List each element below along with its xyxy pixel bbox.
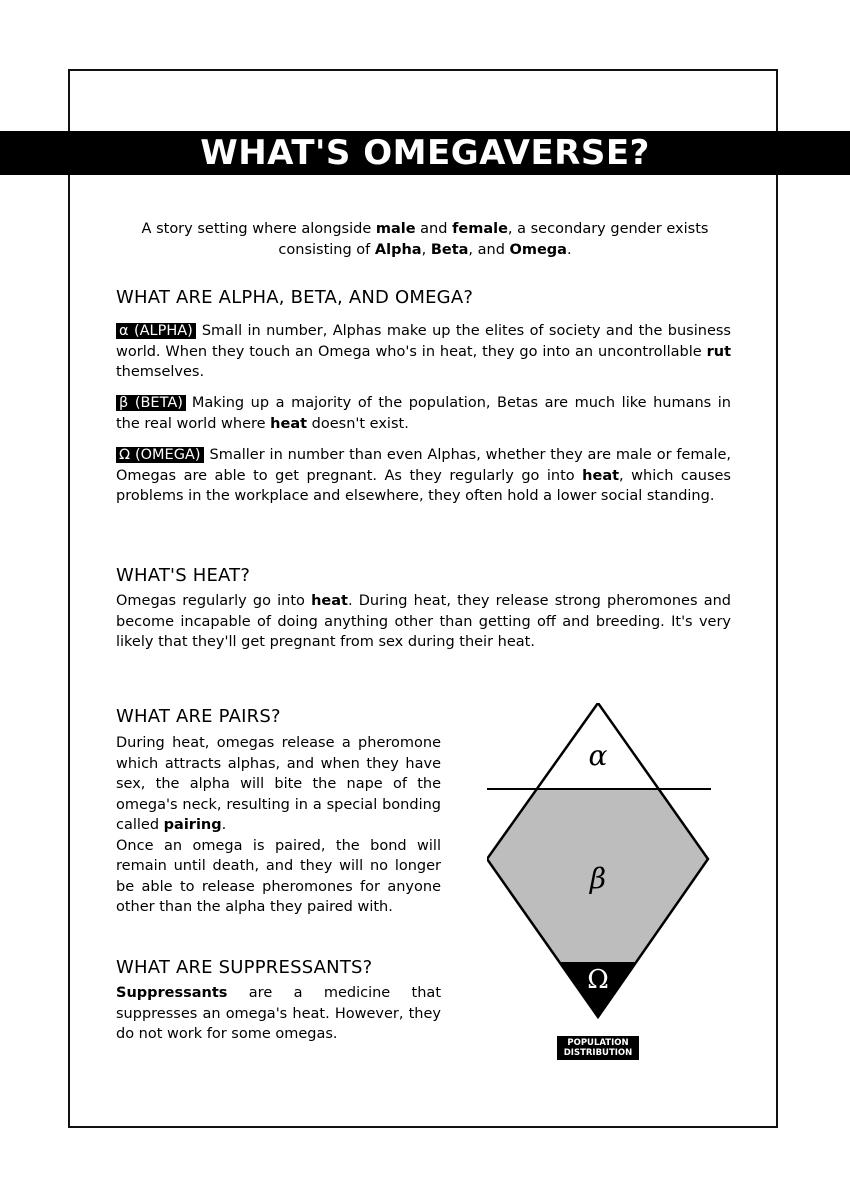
beta-paragraph (116, 393, 731, 434)
intro-bold-male: male (375, 220, 416, 237)
alpha-text: Small in number, Alphas make up the elites of society and the business world. When they touch an Omega who's in heat, they go into an uncontrollable (116, 323, 731, 360)
heat-paragraph (116, 591, 731, 653)
alpha-bold-rut: rut (706, 343, 731, 360)
legend-line-2: DISTRIBUTION (563, 1048, 633, 1058)
pairs-paragraph (116, 733, 441, 918)
heat-text: Omegas regularly go into (116, 593, 312, 609)
population-distribution-label (557, 1036, 639, 1060)
alpha-paragraph (116, 321, 731, 383)
intro-bold-omega: Omega (509, 241, 567, 258)
intro-paragraph (115, 219, 735, 261)
alpha-symbol: α (588, 739, 608, 772)
pairs-bold-pairing: pairing (163, 817, 222, 833)
intro-bold-beta: Beta (430, 241, 469, 258)
suppressants-text: are a medicine that suppresses an omega's heat. However, they do not work for some omegas. (116, 985, 441, 1042)
types-heading: WHAT ARE ALPHA, BETA, AND OMEGA? (116, 287, 474, 308)
pairs-text: During heat, omegas release a pheromone which attracts alphas, and when they have sex, the alpha will bite the nape of the omega's neck, resulting in a special bonding called (116, 735, 441, 833)
omega-text: Smaller in number than even Alphas, whether they are male or female, Omegas are able to get pregnant. As they regularly go into (116, 447, 731, 484)
suppressants-bold: Suppressants (116, 985, 228, 1001)
alpha-text: themselves. (116, 364, 205, 380)
suppressants-paragraph (116, 983, 441, 1045)
legend-line-1: POPULATION (567, 1037, 629, 1048)
heat-bold-heat: heat (311, 593, 348, 609)
omega-paragraph (116, 445, 731, 507)
intro-text: , a secondary gender exists consisting of (278, 220, 709, 258)
pairs-text: . (221, 817, 227, 833)
intro-bold-alpha: Alpha (374, 241, 422, 258)
omega-tag: Ω (OMEGA) (116, 447, 204, 463)
page-title: WHAT'S OMEGAVERSE? (200, 133, 650, 173)
pairs-text-bond: Once an omega is paired, the bond will remain until death, and they will no longer be able to release pheromones for anyone other than the alpha they paired with. (116, 837, 441, 915)
suppressants-heading: WHAT ARE SUPPRESSANTS? (116, 957, 373, 978)
intro-text: . (566, 241, 572, 258)
omega-symbol: Ω (587, 965, 609, 995)
beta-symbol: β (589, 862, 607, 895)
beta-text: Making up a majority of the population, Betas are much like humans in the real world where (116, 395, 732, 432)
intro-text: , and (468, 241, 510, 258)
omega-bold-heat: heat (582, 467, 620, 484)
heat-heading: WHAT'S HEAT? (116, 565, 251, 586)
beta-text: doesn't exist. (307, 415, 409, 432)
intro-text: and (415, 220, 453, 237)
beta-tag: β (BETA) (116, 395, 186, 411)
title-banner (0, 131, 850, 175)
pairs-heading: WHAT ARE PAIRS? (116, 706, 281, 727)
alpha-tag: α (ALPHA) (116, 323, 196, 339)
beta-bold-heat: heat (270, 415, 308, 432)
omega-text: , which causes problems in the workplace and elsewhere, they often hold a lower social standing. (116, 467, 731, 504)
intro-text: , (421, 241, 431, 258)
heat-text: . During heat, they release strong pheromones and become incapable of doing anything other than getting off and breeding. It's very likely that they'll get pregnant from sex during their heat. (116, 593, 731, 650)
population-diamond-diagram (487, 703, 711, 1021)
intro-text: A story setting where alongside (141, 220, 376, 237)
intro-bold-female: female (452, 220, 508, 237)
